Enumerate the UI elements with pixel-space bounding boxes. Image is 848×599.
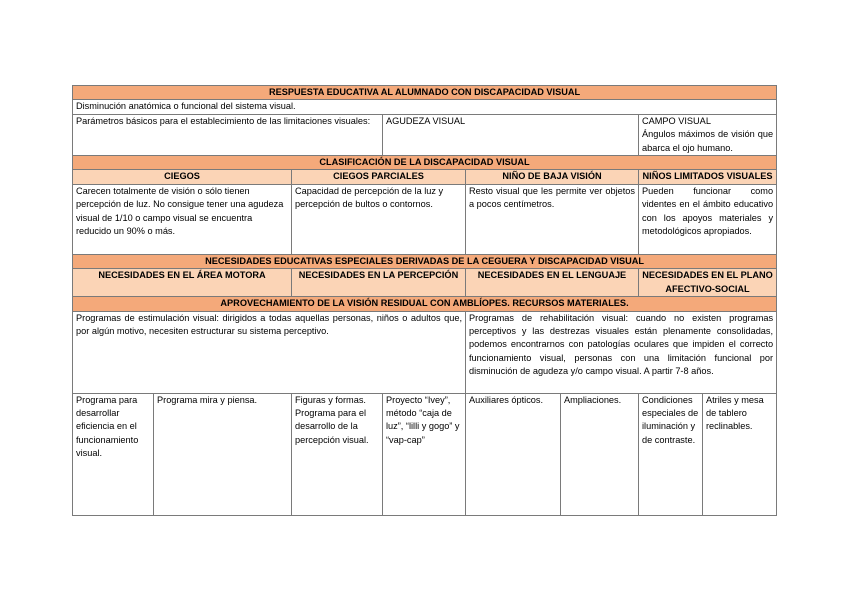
- table-title: RESPUESTA EDUCATIVA AL ALUMNADO CON DISCAPACIDAD VISUAL: [73, 86, 777, 100]
- classification-heading: CLASIFICACIÓN DE LA DISCAPACIDAD VISUAL: [73, 156, 777, 170]
- resources-heading: APROVECHAMIENTO DE LA VISIÓN RESIDUAL CON AMBLÍOPES. RECURSOS MATERIALES.: [73, 297, 777, 311]
- resource-item-ampliaciones: Ampliaciones.: [561, 393, 639, 515]
- need-lenguaje: NECESIDADES EN EL LENGUAJE: [466, 269, 639, 297]
- resource-item-eficiencia: Programa para desarrollar eficiencia en el funcionamiento visual.: [73, 393, 154, 515]
- need-motora: NECESIDADES EN EL ÁREA MOTORA: [73, 269, 292, 297]
- class-text-ciegos-parciales: Capacidad de percepción de la luz y percepción de bultos o contornos.: [292, 184, 466, 254]
- resource-item-iluminacion: Condiciones especiales de iluminación y de contraste.: [639, 393, 703, 515]
- field-title: CAMPO VISUAL: [642, 115, 711, 126]
- parameters-label: Parámetros básicos para el establecimiento de las limitaciones visuales:: [73, 114, 383, 155]
- acuity-cell: AGUDEZA VISUAL: [383, 114, 639, 155]
- resource-item-atriles: Atriles y mesa de tablero reclinables.: [703, 393, 777, 515]
- resource-item-proyecto-ivey: Proyecto “Ivey”, método “caja de luz”, “lilli y gogo” y “vap-cap”: [383, 393, 466, 515]
- resource-item-mira-piensa: Programa mira y piensa.: [154, 393, 292, 515]
- definition-row: Disminución anatómica o funcional del sistema visual.: [73, 100, 777, 114]
- stimulation-programs: Programas de estimulación visual: dirigidos a todas aquellas personas, niños o adultos que, por algún motivo, necesiten estructurar su sistema perceptivo.: [73, 311, 466, 393]
- class-title-limitados-visuales: NIÑOS LIMITADOS VISUALES: [639, 170, 777, 184]
- class-text-limitados-visuales: Pueden funcionar como videntes en el ámbito educativo con los apoyos materiales y metodológicos apropiados.: [639, 184, 777, 254]
- class-title-ciegos: CIEGOS: [73, 170, 292, 184]
- class-title-baja-vision: NIÑO DE BAJA VISIÓN: [466, 170, 639, 184]
- rehabilitation-programs: Programas de rehabilitación visual: cuando no existen programas perceptivos y las destrezas visuales están plenamente consolidadas, podemos encontrarnos con patologías oculares que impiden el correcto funcionamiento visual, personas con una limitación funcional por disminución de agudeza y/o campo visual. A partir 7-8 años.: [466, 311, 777, 393]
- class-text-ciegos: Carecen totalmente de visión o sólo tienen percepción de luz. No consigue tener una agudeza visual de 1/10 o campo visual se encuentra reducido un 90% o más.: [73, 184, 292, 254]
- resource-item-auxiliares-opticos: Auxiliares ópticos.: [466, 393, 561, 515]
- need-percepcion: NECESIDADES EN LA PERCEPCIÓN: [292, 269, 466, 297]
- field-cell: [639, 114, 777, 155]
- class-text-baja-vision: Resto visual que les permite ver objetos a pocos centímetros.: [466, 184, 639, 254]
- need-afectivo-social: NECESIDADES EN EL PLANO AFECTIVO-SOCIAL: [639, 269, 777, 297]
- resource-item-figuras-formas: Figuras y formas. Programa para el desarrollo de la percepción visual.: [292, 393, 383, 515]
- visual-disability-table: [72, 85, 777, 516]
- needs-heading: NECESIDADES EDUCATIVAS ESPECIALES DERIVADAS DE LA CEGUERA Y DISCAPACIDAD VISUAL: [73, 254, 777, 268]
- class-title-ciegos-parciales: CIEGOS PARCIALES: [292, 170, 466, 184]
- field-description: Ángulos máximos de visión que abarca el ojo humano.: [642, 129, 774, 153]
